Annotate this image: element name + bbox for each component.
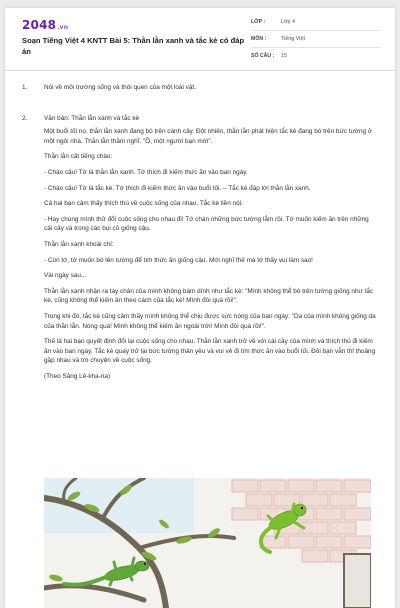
story-paragraph: Một buổi tối nọ, thằn lằn xanh đang bò trên cành cây. Đột nhiên, thằn lằn phát hiện tắc kè đang bò trên bức tường ở một ngôi nhà. Thằn lằn thầm nghĩ: "Ồ, một người bạn mới". [44, 128, 373, 145]
question-1 [22, 83, 378, 93]
story-paragraph: - Chào cậu! Tớ là thằn lằn xanh. Tớ thích đi kiếm thức ăn vào ban ngày. [44, 168, 248, 176]
worksheet-header [5, 8, 395, 71]
meta-label: SỐ CÂU : [251, 53, 275, 59]
story-paragraph: Thằn lằn cất tiếng chào: [44, 153, 113, 161]
story-paragraph: Thằn lằn xanh nhận ra tay chân của mình không bám dính như tắc kè: "Mình không thể bò trên tường giống như tắc kè, cũng không thể kiếm ăn theo cách của tắc kè! Mình đói quá rồi!". [44, 287, 374, 305]
meta-value: 15 [281, 53, 287, 59]
meta-value: Lớp 4 [281, 19, 296, 25]
site-logo[interactable]: 2048.vn [22, 18, 69, 32]
story-body [44, 114, 378, 388]
question-number: 2. [22, 114, 28, 122]
story-title: Văn bản: Thằn lằn xanh và tắc kè [44, 114, 140, 122]
lizard-and-gecko-illustration [44, 478, 371, 608]
story-paragraph: Vài ngày sau... [44, 272, 87, 280]
worksheet-content [22, 78, 378, 387]
story-paragraph: Thằn lằn xanh khoái chí: [44, 240, 114, 248]
page-title: Soạn Tiếng Việt 4 KNTT Bài 5: Thằn lằn xanh và tắc kè có đáp án [22, 36, 245, 56]
story-paragraph: - Còn tớ, tớ muốn bò lên tường để tìm thức ăn giống cậu. Mới nghĩ thế mà tớ thấy vui làm sao! [44, 256, 313, 264]
meta-table [251, 14, 381, 64]
meta-row-count [251, 48, 381, 64]
story-paragraph: Trong khi đó, tắc kè cũng cảm thấy mình không thể chịu được sức nóng của ban ngày: "Da của mình không giống da của thằn lằn. Nóng quá! Mình không thể kiếm ăn ngoài trời! Mình đói quá rồi!". [44, 312, 376, 330]
worksheet-page [5, 8, 395, 608]
question-number: 1. [22, 84, 28, 91]
story-source: (Theo Sâng Lê-kha-na) [44, 372, 111, 380]
meta-label: MÔN : [251, 36, 267, 42]
story-paragraph: - Chào cậu! Tớ là tắc kè. Tớ thích đi kiếm thức ăn vào buổi tối. – Tắc kè đáp lời thằn lằn xanh. [44, 184, 311, 192]
story-paragraph: Cả hai bạn cảm thấy thích thú về cuộc sống của nhau. Tắc kè liền nói: [44, 200, 243, 208]
story-paragraph: - Hay chúng mình thử đổi cuộc sống cho nhau đi! Tớ chán những bức tường lắm rồi. Tớ muốn kiếm ăn trên những cái cây và trong các bụi cỏ giống cậu. [44, 215, 369, 233]
illustration-svg [44, 478, 371, 608]
meta-label: LỚP : [251, 19, 266, 25]
story-paragraph: Thế là hai bạn quyết định đổi lại cuộc sống cho nhau. Thằn lằn xanh trở về với cái cây của mình và thích thú đi kiếm ăn vào ban ngày. Tắc kè quay trở lại bức tường thân yêu và vui vẻ đi tìm thức ăn vào buổi tối. Đôi bạn vẫn thỉ thoảng gặp nhau và trò chuyện về cuộc sống. [44, 338, 376, 365]
question-text: Nói về môi trường sống và thói quen của một loài vật. [44, 84, 196, 91]
meta-value: Tiếng Việt [281, 36, 305, 42]
meta-row-subject [251, 31, 381, 48]
question-2 [22, 114, 378, 388]
meta-row-grade [251, 14, 381, 31]
